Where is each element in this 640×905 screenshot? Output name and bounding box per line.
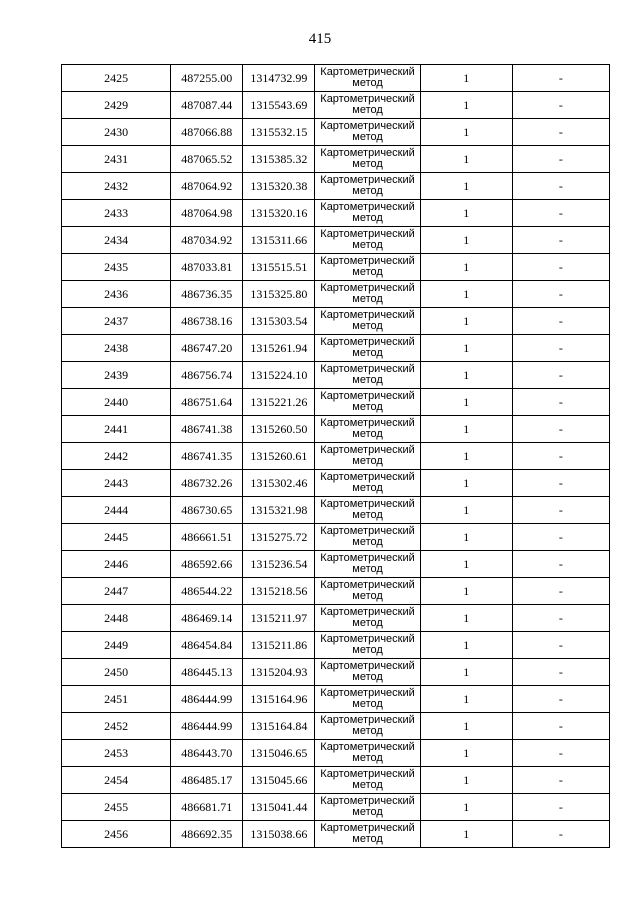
method-text: Картометрический метод <box>320 552 415 575</box>
accuracy-cell: 1 <box>420 470 512 497</box>
point-number-cell: 2454 <box>62 767 171 794</box>
accuracy-cell: 1 <box>420 713 512 740</box>
accuracy-cell: 1 <box>420 632 512 659</box>
method-text: Картометрический метод <box>320 768 415 791</box>
method-cell <box>315 389 420 416</box>
method-text: Картометрический метод <box>320 525 415 548</box>
accuracy-cell: 1 <box>420 821 512 848</box>
point-number-cell: 2425 <box>62 65 171 92</box>
y-coordinate-cell: 1315260.61 <box>243 443 315 470</box>
table-row <box>62 335 610 362</box>
y-coordinate-cell: 1315543.69 <box>243 92 315 119</box>
point-number-cell: 2455 <box>62 794 171 821</box>
note-cell: - <box>512 281 609 308</box>
x-coordinate-cell: 486741.35 <box>171 443 243 470</box>
y-coordinate-cell: 1315532.15 <box>243 119 315 146</box>
x-coordinate-cell: 486661.51 <box>171 524 243 551</box>
point-number-cell: 2445 <box>62 524 171 551</box>
table-row <box>62 92 610 119</box>
x-coordinate-cell: 486732.26 <box>171 470 243 497</box>
method-cell <box>315 821 420 848</box>
accuracy-cell: 1 <box>420 173 512 200</box>
method-text: Картометрический метод <box>320 282 415 305</box>
method-cell <box>315 173 420 200</box>
table-row <box>62 605 610 632</box>
accuracy-cell: 1 <box>420 524 512 551</box>
x-coordinate-cell: 487087.44 <box>171 92 243 119</box>
table-row <box>62 281 610 308</box>
y-coordinate-cell: 1315236.54 <box>243 551 315 578</box>
method-cell <box>315 254 420 281</box>
method-cell <box>315 713 420 740</box>
point-number-cell: 2439 <box>62 362 171 389</box>
x-coordinate-cell: 486454.84 <box>171 632 243 659</box>
y-coordinate-cell: 1315038.66 <box>243 821 315 848</box>
accuracy-cell: 1 <box>420 686 512 713</box>
point-number-cell: 2436 <box>62 281 171 308</box>
x-coordinate-cell: 486445.13 <box>171 659 243 686</box>
note-cell: - <box>512 551 609 578</box>
point-number-cell: 2430 <box>62 119 171 146</box>
x-coordinate-cell: 486443.70 <box>171 740 243 767</box>
page-number: 415 <box>308 31 332 47</box>
method-text: Картометрический метод <box>320 120 415 143</box>
method-cell <box>315 794 420 821</box>
table-row <box>62 416 610 443</box>
note-cell: - <box>512 65 609 92</box>
method-text: Картометрический метод <box>320 201 415 224</box>
point-number-cell: 2443 <box>62 470 171 497</box>
method-cell <box>315 632 420 659</box>
method-text: Картометрический метод <box>320 255 415 278</box>
x-coordinate-cell: 486681.71 <box>171 794 243 821</box>
method-cell <box>315 308 420 335</box>
note-cell: - <box>512 443 609 470</box>
note-cell: - <box>512 254 609 281</box>
y-coordinate-cell: 1315218.56 <box>243 578 315 605</box>
note-cell: - <box>512 362 609 389</box>
y-coordinate-cell: 1315302.46 <box>243 470 315 497</box>
method-text: Картометрический метод <box>320 336 415 359</box>
point-number-cell: 2451 <box>62 686 171 713</box>
y-coordinate-cell: 1315224.10 <box>243 362 315 389</box>
note-cell: - <box>512 524 609 551</box>
accuracy-cell: 1 <box>420 605 512 632</box>
point-number-cell: 2456 <box>62 821 171 848</box>
x-coordinate-cell: 486444.99 <box>171 713 243 740</box>
note-cell: - <box>512 659 609 686</box>
y-coordinate-cell: 1314732.99 <box>243 65 315 92</box>
x-coordinate-cell: 487065.52 <box>171 146 243 173</box>
method-cell <box>315 227 420 254</box>
method-text: Картометрический метод <box>320 579 415 602</box>
accuracy-cell: 1 <box>420 794 512 821</box>
table-row <box>62 173 610 200</box>
x-coordinate-cell: 486751.64 <box>171 389 243 416</box>
method-cell <box>315 362 420 389</box>
note-cell: - <box>512 740 609 767</box>
method-cell <box>315 497 420 524</box>
method-text: Картометрический метод <box>320 93 415 116</box>
point-number-cell: 2429 <box>62 92 171 119</box>
table-row <box>62 65 610 92</box>
accuracy-cell: 1 <box>420 227 512 254</box>
x-coordinate-cell: 486730.65 <box>171 497 243 524</box>
point-number-cell: 2452 <box>62 713 171 740</box>
method-text: Картометрический метод <box>320 633 415 656</box>
coordinates-table <box>61 64 610 848</box>
method-text: Картометрический метод <box>320 471 415 494</box>
x-coordinate-cell: 487033.81 <box>171 254 243 281</box>
method-text: Картометрический метод <box>320 660 415 683</box>
method-cell <box>315 605 420 632</box>
point-number-cell: 2441 <box>62 416 171 443</box>
note-cell: - <box>512 92 609 119</box>
accuracy-cell: 1 <box>420 146 512 173</box>
point-number-cell: 2437 <box>62 308 171 335</box>
y-coordinate-cell: 1315204.93 <box>243 659 315 686</box>
y-coordinate-cell: 1315325.80 <box>243 281 315 308</box>
accuracy-cell: 1 <box>420 659 512 686</box>
y-coordinate-cell: 1315261.94 <box>243 335 315 362</box>
method-cell <box>315 470 420 497</box>
x-coordinate-cell: 486692.35 <box>171 821 243 848</box>
point-number-cell: 2444 <box>62 497 171 524</box>
point-number-cell: 2433 <box>62 200 171 227</box>
point-number-cell: 2448 <box>62 605 171 632</box>
y-coordinate-cell: 1315045.66 <box>243 767 315 794</box>
point-number-cell: 2449 <box>62 632 171 659</box>
accuracy-cell: 1 <box>420 362 512 389</box>
accuracy-cell: 1 <box>420 200 512 227</box>
note-cell: - <box>512 119 609 146</box>
accuracy-cell: 1 <box>420 335 512 362</box>
point-number-cell: 2434 <box>62 227 171 254</box>
x-coordinate-cell: 486485.17 <box>171 767 243 794</box>
point-number-cell: 2435 <box>62 254 171 281</box>
accuracy-cell: 1 <box>420 740 512 767</box>
method-text: Картометрический метод <box>320 66 415 89</box>
y-coordinate-cell: 1315321.98 <box>243 497 315 524</box>
table-body <box>62 65 610 848</box>
point-number-cell: 2453 <box>62 740 171 767</box>
method-cell <box>315 119 420 146</box>
method-text: Картометрический метод <box>320 228 415 251</box>
table-row <box>62 740 610 767</box>
x-coordinate-cell: 486741.38 <box>171 416 243 443</box>
table-row <box>62 443 610 470</box>
table-row <box>62 470 610 497</box>
method-text: Картометрический метод <box>320 174 415 197</box>
method-cell <box>315 65 420 92</box>
table-row <box>62 389 610 416</box>
table-row <box>62 308 610 335</box>
table-row <box>62 578 610 605</box>
point-number-cell: 2431 <box>62 146 171 173</box>
method-cell <box>315 281 420 308</box>
method-cell <box>315 659 420 686</box>
point-number-cell: 2438 <box>62 335 171 362</box>
table-row <box>62 551 610 578</box>
x-coordinate-cell: 487255.00 <box>171 65 243 92</box>
note-cell: - <box>512 794 609 821</box>
method-text: Картометрический метод <box>320 147 415 170</box>
method-text: Картометрический метод <box>320 741 415 764</box>
method-text: Картометрический метод <box>320 309 415 332</box>
y-coordinate-cell: 1315046.65 <box>243 740 315 767</box>
x-coordinate-cell: 486756.74 <box>171 362 243 389</box>
method-cell <box>315 443 420 470</box>
note-cell: - <box>512 686 609 713</box>
method-text: Картометрический метод <box>320 687 415 710</box>
method-text: Картометрический метод <box>320 795 415 818</box>
accuracy-cell: 1 <box>420 92 512 119</box>
note-cell: - <box>512 173 609 200</box>
x-coordinate-cell: 486592.66 <box>171 551 243 578</box>
x-coordinate-cell: 487034.92 <box>171 227 243 254</box>
method-text: Картометрический метод <box>320 498 415 521</box>
note-cell: - <box>512 389 609 416</box>
y-coordinate-cell: 1315320.38 <box>243 173 315 200</box>
x-coordinate-cell: 486544.22 <box>171 578 243 605</box>
y-coordinate-cell: 1315164.84 <box>243 713 315 740</box>
table-row <box>62 767 610 794</box>
method-cell <box>315 524 420 551</box>
method-cell <box>315 686 420 713</box>
y-coordinate-cell: 1315515.51 <box>243 254 315 281</box>
method-cell <box>315 146 420 173</box>
method-text: Картометрический метод <box>320 417 415 440</box>
point-number-cell: 2432 <box>62 173 171 200</box>
method-text: Картометрический метод <box>320 444 415 467</box>
accuracy-cell: 1 <box>420 767 512 794</box>
note-cell: - <box>512 335 609 362</box>
note-cell: - <box>512 821 609 848</box>
x-coordinate-cell: 486747.20 <box>171 335 243 362</box>
note-cell: - <box>512 713 609 740</box>
table-row <box>62 227 610 254</box>
table-row <box>62 686 610 713</box>
table-row <box>62 254 610 281</box>
table-row <box>62 497 610 524</box>
note-cell: - <box>512 200 609 227</box>
method-cell <box>315 335 420 362</box>
method-text: Картометрический метод <box>320 363 415 386</box>
table-row <box>62 713 610 740</box>
note-cell: - <box>512 578 609 605</box>
accuracy-cell: 1 <box>420 578 512 605</box>
table-row <box>62 146 610 173</box>
note-cell: - <box>512 470 609 497</box>
y-coordinate-cell: 1315320.16 <box>243 200 315 227</box>
accuracy-cell: 1 <box>420 497 512 524</box>
table-row <box>62 119 610 146</box>
x-coordinate-cell: 487066.88 <box>171 119 243 146</box>
y-coordinate-cell: 1315164.96 <box>243 686 315 713</box>
method-cell <box>315 767 420 794</box>
table-row <box>62 362 610 389</box>
method-text: Картометрический метод <box>320 606 415 629</box>
accuracy-cell: 1 <box>420 389 512 416</box>
x-coordinate-cell: 487064.98 <box>171 200 243 227</box>
x-coordinate-cell: 486444.99 <box>171 686 243 713</box>
x-coordinate-cell: 486738.16 <box>171 308 243 335</box>
accuracy-cell: 1 <box>420 254 512 281</box>
y-coordinate-cell: 1315275.72 <box>243 524 315 551</box>
accuracy-cell: 1 <box>420 308 512 335</box>
y-coordinate-cell: 1315211.86 <box>243 632 315 659</box>
y-coordinate-cell: 1315041.44 <box>243 794 315 821</box>
y-coordinate-cell: 1315260.50 <box>243 416 315 443</box>
method-cell <box>315 578 420 605</box>
table-row <box>62 821 610 848</box>
accuracy-cell: 1 <box>420 551 512 578</box>
note-cell: - <box>512 146 609 173</box>
method-cell <box>315 740 420 767</box>
x-coordinate-cell: 487064.92 <box>171 173 243 200</box>
point-number-cell: 2440 <box>62 389 171 416</box>
accuracy-cell: 1 <box>420 65 512 92</box>
accuracy-cell: 1 <box>420 281 512 308</box>
note-cell: - <box>512 632 609 659</box>
y-coordinate-cell: 1315221.26 <box>243 389 315 416</box>
table-row <box>62 632 610 659</box>
method-text: Картометрический метод <box>320 714 415 737</box>
accuracy-cell: 1 <box>420 416 512 443</box>
y-coordinate-cell: 1315211.97 <box>243 605 315 632</box>
method-text: Картометрический метод <box>320 390 415 413</box>
note-cell: - <box>512 227 609 254</box>
note-cell: - <box>512 308 609 335</box>
method-cell <box>315 200 420 227</box>
x-coordinate-cell: 486469.14 <box>171 605 243 632</box>
point-number-cell: 2442 <box>62 443 171 470</box>
x-coordinate-cell: 486736.35 <box>171 281 243 308</box>
y-coordinate-cell: 1315385.32 <box>243 146 315 173</box>
point-number-cell: 2450 <box>62 659 171 686</box>
accuracy-cell: 1 <box>420 119 512 146</box>
note-cell: - <box>512 497 609 524</box>
point-number-cell: 2447 <box>62 578 171 605</box>
method-cell <box>315 92 420 119</box>
table-row <box>62 200 610 227</box>
note-cell: - <box>512 416 609 443</box>
accuracy-cell: 1 <box>420 443 512 470</box>
method-text: Картометрический метод <box>320 822 415 845</box>
table-row <box>62 794 610 821</box>
method-cell <box>315 416 420 443</box>
note-cell: - <box>512 767 609 794</box>
y-coordinate-cell: 1315303.54 <box>243 308 315 335</box>
table-row <box>62 659 610 686</box>
method-cell <box>315 551 420 578</box>
table-row <box>62 524 610 551</box>
note-cell: - <box>512 605 609 632</box>
y-coordinate-cell: 1315311.66 <box>243 227 315 254</box>
point-number-cell: 2446 <box>62 551 171 578</box>
